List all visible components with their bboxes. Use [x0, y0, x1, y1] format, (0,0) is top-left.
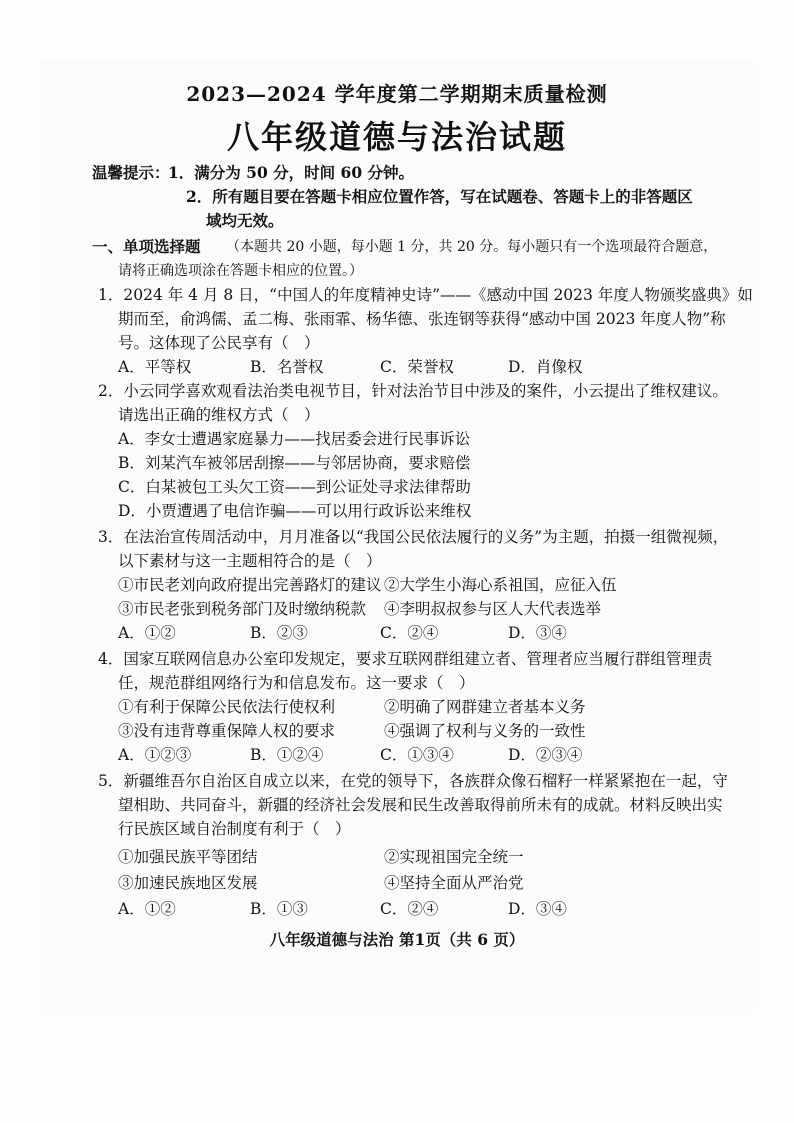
page-footer: 八年级道德与法治 第1页（共 6 页）	[269, 930, 525, 949]
q5-stem-line-1: 5．新疆维吾尔自治区自成立以来，在党的领导下，各族群众像石榴籽一样紧紧抱在一起，守	[98, 772, 728, 790]
q3-option-a: A．①②	[118, 624, 176, 642]
q3-choice-4: ④李明叔叔参与区人大代表选举	[384, 600, 602, 618]
q5-choice-1: ①加强民族平等团结	[118, 848, 258, 866]
q5-option-b: B．①③	[250, 900, 308, 918]
q4-option-a: A．①②③	[118, 746, 192, 764]
q3-choice-3: ③市民老张到税务部门及时缴纳税款	[118, 600, 367, 618]
q5-option-c: C．②④	[380, 900, 439, 918]
exam-year-line: 2023—2024 学年度第二学期期末质量检测	[186, 82, 608, 106]
q5-option-a: A．①②	[118, 900, 176, 918]
q5-choice-4: ④坚持全面从严治党	[384, 874, 524, 892]
q3-choice-1: ①市民老刘向政府提出完善路灯的建议	[118, 576, 382, 594]
section-desc-line-2: 请将正确选项涂在答题卡相应的位置。）	[118, 263, 363, 279]
notice-label: 温馨提示：	[92, 163, 170, 182]
q4-option-d: D．②③④	[508, 746, 583, 764]
q5-stem-line-2: 望相助、共同奋斗，新疆的经济社会发展和民生改善取得前所未有的成就。材料反映出实	[118, 796, 723, 814]
q4-option-c: C．①③④	[380, 746, 454, 764]
q5-stem-line-3: 行民族区域自治制度有利于（ ）	[118, 820, 351, 838]
q1-stem-line-3: 号。这体现了公民享有（ ）	[118, 334, 320, 352]
q2-stem-line-2: 请选出正确的维权方式（ ）	[118, 406, 320, 424]
q4-choice-3: ③没有违背尊重保障人权的要求	[118, 722, 336, 740]
q2-option-d: D．小贾遭遇了电信诈骗——可以用行政诉讼来维权	[118, 502, 472, 520]
q4-stem-line-1: 4．国家互联网信息办公室印发规定，要求互联网群组建立者、管理者应当履行群组管理责	[98, 650, 713, 668]
q1-stem-line-2: 期而至，俞鸿儒、孟二梅、张雨霏、杨华德、张连钢等获得“感动中国 2023 年度人物”称	[118, 310, 726, 328]
q3-option-b: B．②③	[250, 624, 308, 642]
q3-choice-2: ②大学生小海心系祖国，应征入伍	[384, 576, 617, 594]
q1-option-d: D．肖像权	[508, 358, 583, 376]
q5-choice-3: ③加速民族地区发展	[118, 874, 258, 892]
q4-choice-1: ①有利于保障公民依法行使权利	[118, 698, 336, 716]
q1-option-c: C．荣誉权	[380, 358, 454, 376]
q2-stem-line-1: 2．小云同学喜欢观看法治类电视节目，针对法治节目中涉及的案件，小云提出了维权建议。	[98, 382, 728, 400]
section-desc-line-1: （本题共 20 小题，每小题 1 分，共 20 分。每小题只有一个选项最符合题意，	[226, 239, 718, 255]
q3-option-d: D．③④	[508, 624, 567, 642]
q4-choice-4: ④强调了权利与义务的一致性	[384, 722, 586, 740]
q5-choice-2: ②实现祖国完全统一	[384, 848, 524, 866]
q3-option-c: C．②④	[380, 624, 439, 642]
q4-stem-line-2: 任，规范群组网络行为和信息发布。这一要求（ ）	[118, 674, 475, 692]
q2-option-a: A．李女士遭遇家庭暴力——找居委会进行民事诉讼	[118, 430, 471, 448]
q4-option-b: B．①②④	[250, 746, 324, 764]
q4-choice-2: ②明确了网群建立者基本义务	[384, 698, 586, 716]
q1-stem-line-1: 1．2024 年 4 月 8 日，“中国人的年度精神史诗”——《感动中国 2023 年度人物颁奖盛典》如	[98, 286, 753, 304]
q3-stem-line-1: 3．在法治宣传周活动中，月月准备以“我国公民依法履行的义务”为主题，拍摄一组微视频，	[98, 528, 729, 546]
notice-item-2-line-2: 域均无效。	[206, 211, 284, 230]
q2-option-b: B．刘某汽车被邻居刮擦——与邻居协商，要求赔偿	[118, 454, 471, 472]
q5-option-d: D．③④	[508, 900, 567, 918]
q1-option-b: B．名誉权	[250, 358, 324, 376]
notice-item-1: 1．满分为 50 分，时间 60 分钟。	[168, 163, 415, 182]
q1-option-a: A．平等权	[118, 358, 192, 376]
q2-option-c: C．白某被包工头欠工资——到公证处寻求法律帮助	[118, 478, 471, 496]
notice-item-2-line-1: 2．所有题目要在答题卡相应位置作答，写在试题卷、答题卡上的非答题区	[186, 187, 693, 206]
q3-stem-line-2: 以下素材与这一主题相符合的是（ ）	[118, 552, 382, 570]
exam-title: 八年级道德与法治试题	[226, 118, 567, 156]
section-heading: 一、单项选择题	[92, 237, 201, 256]
